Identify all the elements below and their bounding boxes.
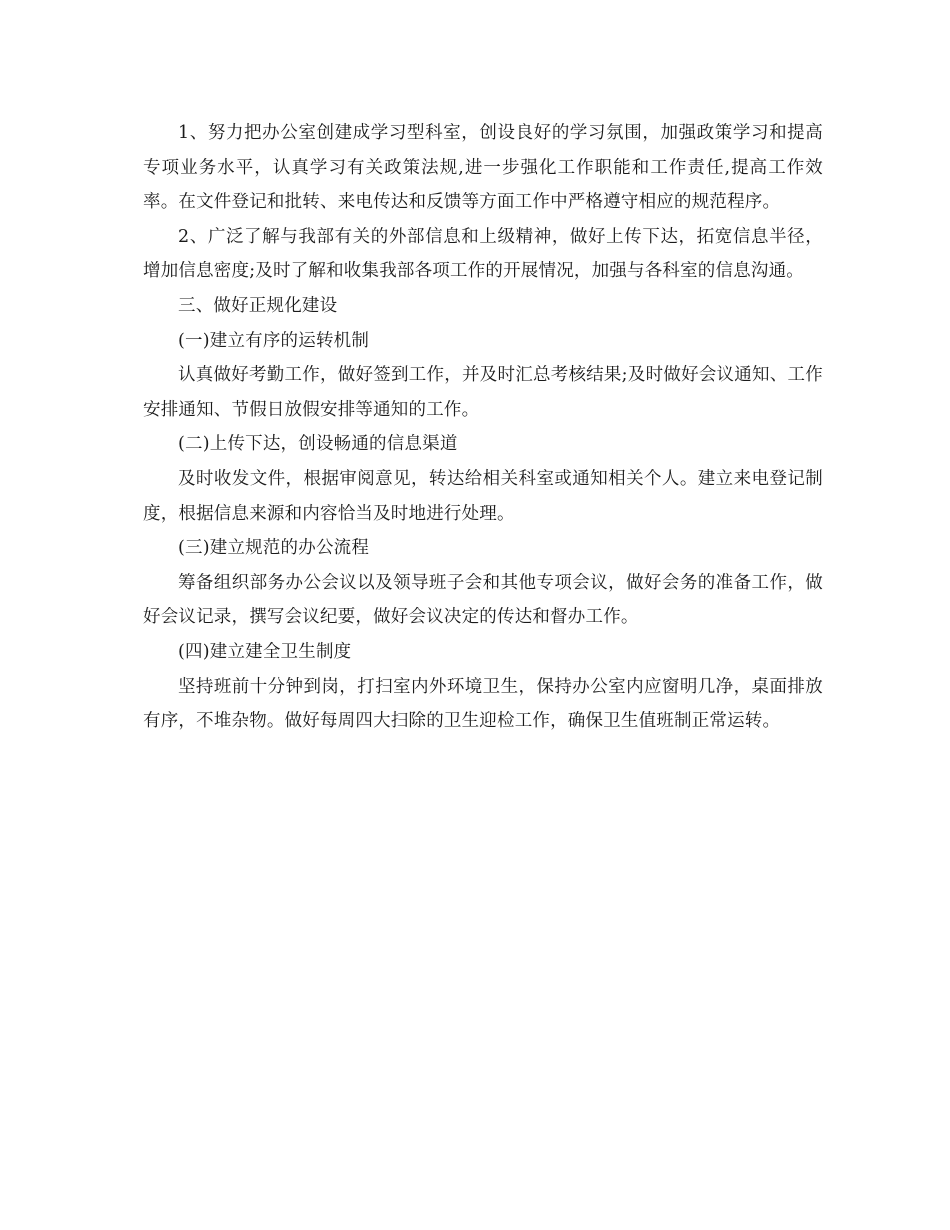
subsection-body-3: 筹备组织部务办公会议以及领导班子会和其他专项会议，做好会务的准备工作，做好会议记录，撰写会议纪要，做好会议决定的传达和督办工作。 xyxy=(143,572,823,628)
subsection-body-1: 认真做好考勤工作，做好签到工作，并及时汇总考核结果;及时做好会议通知、工作安排通知、节假日放假安排等通知的工作。 xyxy=(143,365,823,420)
paragraph-item-1: 1、努力把办公室创建成学习型科室，创设良好的学习氛围，加强政策学习和提高专项业务水平，认真学习有关政策法规,进一步强化工作职能和工作责任,提高工作效率。在文件登记和批转、来电传达和反馈等方面工作中严格遵守相应的规范程序。 xyxy=(143,123,823,213)
subsection-heading-3: (三)建立规范的办公流程 xyxy=(178,538,370,559)
subsection-heading-4: (四)建立建全卫生制度 xyxy=(178,641,352,662)
subsection-body-4: 坚持班前十分钟到岗，打扫室内外环境卫生，保持办公室内应窗明几净，桌面排放有序，不堆杂物。做好每周四大扫除的卫生迎检工作，确保卫生值班制正常运转。 xyxy=(143,676,823,732)
section-heading: 三、做好正规化建设 xyxy=(178,295,338,316)
subsection-body-2: 及时收发文件，根据审阅意见，转达给相关科室或通知相关个人。建立来电登记制度，根据信息来源和内容恰当及时地进行处理。 xyxy=(143,468,823,524)
subsection-heading-1: (一)建立有序的运转机制 xyxy=(178,330,370,351)
subsection-heading-2: (二)上传下达，创设畅通的信息渠道 xyxy=(178,434,458,455)
paragraph-item-2: 2、广泛了解与我部有关的外部信息和上级精神，做好上传下达，拓宽信息半径，增加信息密度;及时了解和收集我部各项工作的开展情况，加强与各科室的信息沟通。 xyxy=(143,226,823,282)
document-body xyxy=(143,116,823,739)
